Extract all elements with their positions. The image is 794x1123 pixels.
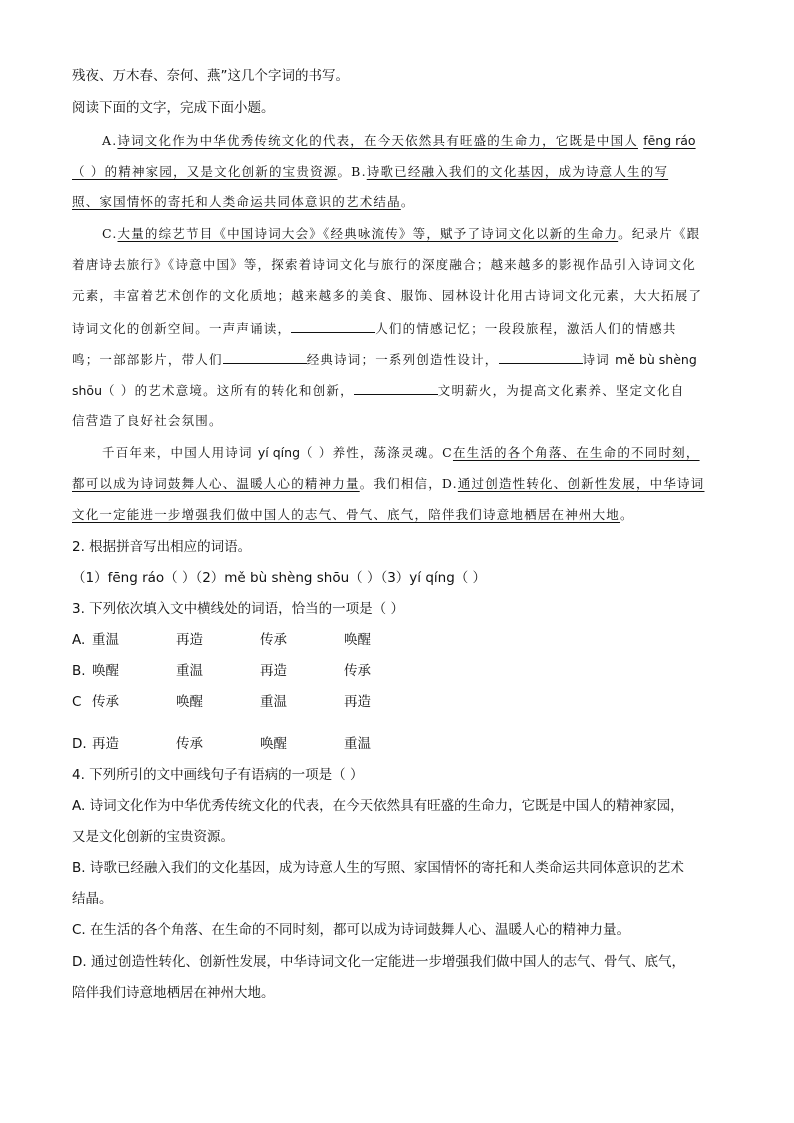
fill-blank-3[interactable]	[499, 349, 583, 364]
passage-p2-line2: 着唐诗去旅行》《诗意中国》等，探索着诗词文化与旅行的深度融合；越来越多的影视作品引入诗词文化	[72, 257, 696, 272]
passage-p2-line3: 元素，丰富着艺术创作的文化质地；越来越多的美食、服饰、园林设计化用古诗词文化元素，大大拓展了	[72, 288, 703, 303]
passage-p3-line3: 文化一定能进一步增强我们做中国人的志气、骨气、底气，陪伴我们诗意地栖居在神州大地。	[72, 507, 634, 522]
passage-p3-line1: 千百年来，中国人用诗词 yí qíng（ ）养性，荡涤灵魂。C在生活的各个角落、在生命的不同时刻，	[102, 445, 700, 460]
passage-p2-line1: C.大量的综艺节目《中国诗词大会》《经典咏流传》等，赋予了诗词文化以新的生命力。纪录片《跟	[102, 226, 701, 241]
question-4-option-a-line2: 又是文化创新的宝贵资源。	[72, 829, 234, 845]
question-4-option-b-line1[interactable]: B. 诗歌已经融入我们的文化基因，成为诗意人生的写照、家国情怀的寄托和人类命运共同体意识的艺术	[72, 860, 684, 876]
pinyin-meibushengshou-part1: mě bù shèng	[615, 352, 697, 367]
question-4-option-c[interactable]: C. 在生活的各个角落、在生命的不同时刻，都可以成为诗词鼓舞人心、温暖人心的精神力量。	[72, 922, 631, 938]
passage-p2-line4: 诗词文化的创新空间。一声声诵读， 人们的情感记忆；一段段旅程，激活人们的情感共	[72, 318, 677, 339]
fill-blank-1[interactable]	[291, 318, 375, 333]
underlined-sentence-b: 诗歌已经融入我们的文化基因，成为诗意人生的写	[366, 164, 669, 179]
passage-p2-line6: shōu（ ）的艺术意境。这所有的转化和创新， 文明薪火，为提高文化素养、坚定文化自	[72, 380, 684, 401]
underlined-sentence-d: 通过创造性转化、创新性发展，中华诗词	[457, 476, 705, 491]
question-3-stem: 3. 下列依次填入文中横线处的词语，恰当的一项是（ ）	[72, 601, 404, 617]
passage-p1-line3: 照、家国情怀的寄托和人类命运共同体意识的艺术结晶。	[72, 194, 415, 209]
underlined-sentence-c1: 大量的综艺节目《中国诗词大会》《经典咏流传》等，赋予了诗词文化以新的生命力	[117, 226, 619, 241]
question-4-option-d-line1[interactable]: D. 通过创造性转化、创新性发展，中华诗词文化一定能进一步增强我们做中国人的志气、骨气、底气，	[72, 954, 685, 970]
pinyin-yiqing: yí qíng	[257, 445, 300, 460]
pinyin-fengrao: fēng ráo	[643, 133, 696, 148]
passage-p2-line7: 信营造了良好社会氛围。	[72, 413, 223, 428]
reading-instruction: 阅读下面的文字，完成下面小题。	[72, 100, 275, 116]
fill-blank-2[interactable]	[223, 349, 307, 364]
fill-blank-4[interactable]	[354, 380, 438, 395]
passage-p2-line5: 鸣；一部部影片，带人们 经典诗词；一系列创造性设计， 诗词 mě bù shèng	[72, 349, 697, 370]
question-4-stem: 4. 下列所引的文中画线句子有语病的一项是（ ）	[72, 767, 364, 783]
underlined-sentence-c: 在生活的各个角落、在生命的不同时刻，	[452, 445, 700, 460]
question-4-option-b-line2: 结晶。	[72, 891, 113, 907]
question-4-option-a-line1[interactable]: A. 诗词文化作为中华优秀传统文化的代表，在今天依然具有旺盛的生命力，它既是中国人的精神家园，	[72, 798, 684, 814]
question-2-stem: 2. 根据拼音写出相应的词语。	[72, 539, 252, 555]
top-line: 残夜、万木春、奈何、燕”这几个字词的书写。	[72, 68, 349, 84]
passage-p1-line2: （ ）的精神家园，又是文化创新的宝贵资源。B.诗歌已经融入我们的文化基因，成为诗意人生的写	[72, 164, 669, 179]
question-4-option-d-line2: 陪伴我们诗意地栖居在神州大地。	[72, 985, 275, 1001]
question-2-items: （1）fēng ráo（ ）（2）mě bù shèng shōu（ ）（3）yí qíng（ ）	[72, 570, 487, 586]
pinyin-meibushengshou-part2: shōu	[72, 383, 103, 398]
passage-p1-line1: A.诗词文化作为中华优秀传统文化的代表，在今天依然具有旺盛的生命力，它既是中国人 fēng ráo	[102, 133, 696, 148]
passage-p3-line2: 都可以成为诗词鼓舞人心、温暖人心的精神力量。我们相信，D.通过创造性转化、创新性发展，中华诗词	[72, 476, 705, 491]
underlined-sentence-a: 诗词文化作为中华优秀传统文化的代表，在今天依然具有旺盛的生命力，它既是中国人	[117, 133, 639, 148]
